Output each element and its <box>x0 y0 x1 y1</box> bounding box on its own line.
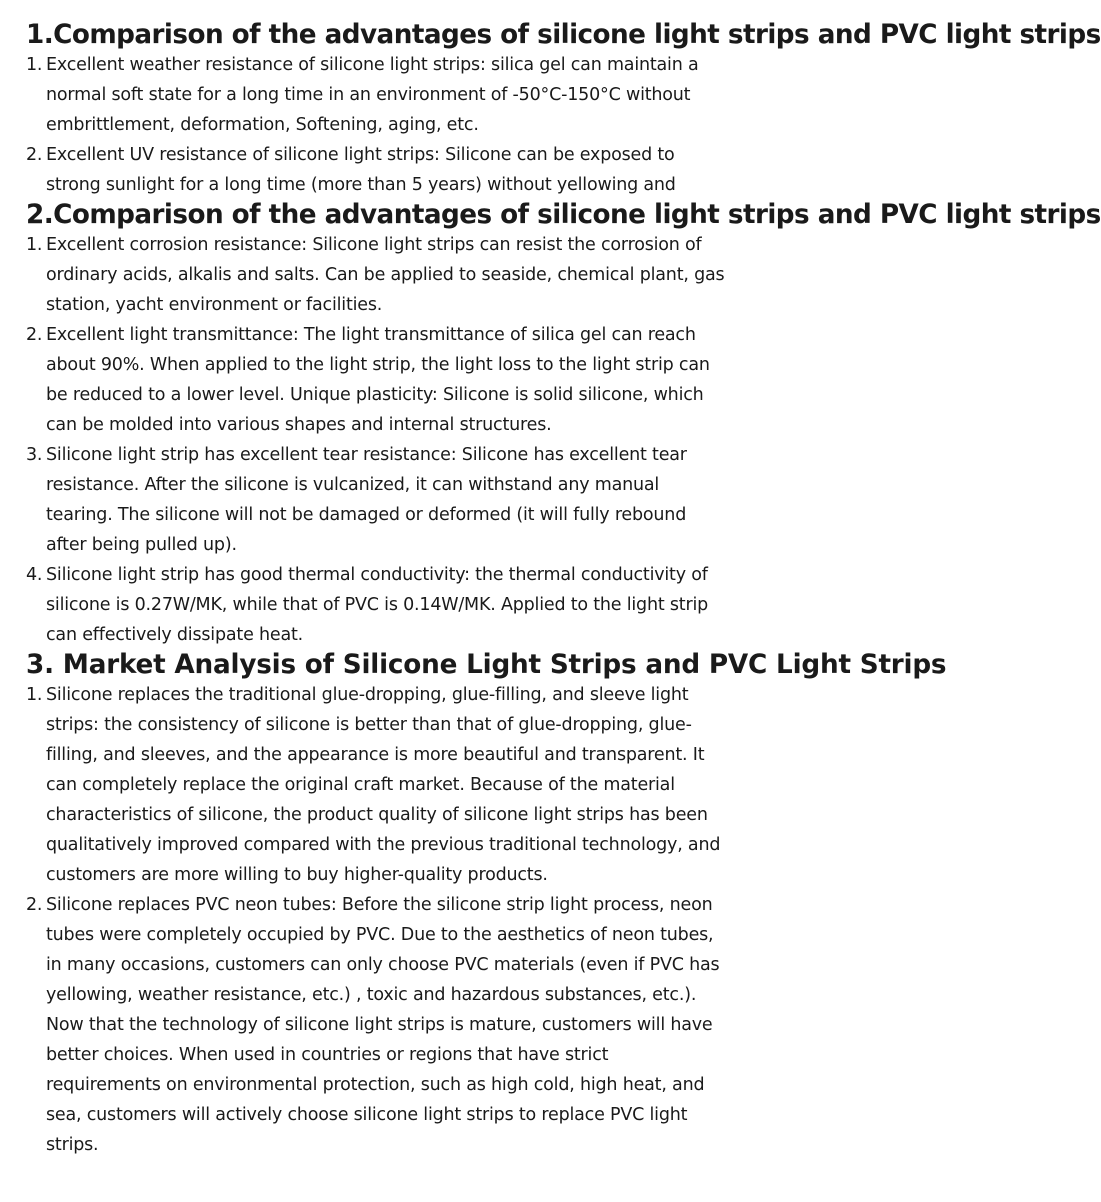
item-text: Excellent corrosion resistance: Silicone light strips can resist the corrosion of ordinary acids, alkalis and salts. Can be applied to seaside, chemical plant, gas station, yacht environment or facilities. <box>46 235 725 315</box>
list-item <box>26 50 726 140</box>
list-item <box>26 440 726 560</box>
numbered-list <box>26 50 726 200</box>
section-3 <box>26 650 947 1160</box>
item-text: Excellent UV resistance of silicone light strips: Silicone can be exposed to strong sunlight for a long time (more than 5 years) without yellowing and <box>46 145 676 195</box>
numbered-list <box>26 230 726 650</box>
item-text: Silicone light strip has good thermal conductivity: the thermal conductivity of silicone is 0.27W/MK, while that of PVC is 0.14W/MK. Applied to the light strip can effectively dissipate heat. <box>46 565 709 645</box>
item-number: 4. <box>26 565 43 585</box>
section-heading: 2.Comparison of the advantages of silicone light strips and PVC light strips <box>26 200 1101 230</box>
item-text: Silicone replaces the traditional glue-dropping, glue-filling, and sleeve light strips: the consistency of silicone is better than that of glue-dropping, glue-filling, and sleeves, and the appearance is more beautiful and transparent. It can completely replace the original craft market. Because of the material characteristics of silicone, the product quality of silicone light strips has been qualitatively improved compared with the previous traditional technology, and customers are more willing to buy higher-quality products. <box>46 685 721 885</box>
section-2 <box>26 200 1101 650</box>
item-number: 1. <box>26 55 43 75</box>
list-item <box>26 560 726 650</box>
item-text: Excellent light transmittance: The light transmittance of silica gel can reach about 90%. When applied to the light strip, the light loss to the light strip can be reduced to a lower level. Unique plasticity: Silicone is solid silicone, which can be molded into various shapes and internal structures. <box>46 325 710 435</box>
section-heading: 3. Market Analysis of Silicone Light Strips and PVC Light Strips <box>26 650 947 680</box>
numbered-list <box>26 680 726 1160</box>
section-1 <box>26 20 1101 200</box>
section-heading: 1.Comparison of the advantages of silicone light strips and PVC light strips <box>26 20 1101 50</box>
list-item <box>26 890 726 1160</box>
item-text: Excellent weather resistance of silicone light strips: silica gel can maintain a normal soft state for a long time in an environment of -50°C-150°C without embrittlement, deformation, Softening, aging, etc. <box>46 55 699 135</box>
list-item <box>26 320 726 440</box>
item-text: Silicone light strip has excellent tear resistance: Silicone has excellent tear resistance. After the silicone is vulcanized, it can withstand any manual tearing. The silicone will not be damaged or deformed (it will fully rebound after being pulled up). <box>46 445 687 555</box>
list-item <box>26 230 726 320</box>
item-text: Silicone replaces PVC neon tubes: Before the silicone strip light process, neon tubes were completely occupied by PVC. Due to the aesthetics of neon tubes, in many occasions, customers can only choose PVC materials (even if PVC has yellowing, weather resistance, etc.) , toxic and hazardous substances, etc.). Now that the technology of silicone light strips is mature, customers will have better choices. When used in countries or regions that have strict requirements on environmental protection, such as high cold, high heat, and sea, customers will actively choose silicone light strips to replace PVC light strips. <box>46 895 720 1155</box>
item-number: 3. <box>26 445 43 465</box>
item-number: 2. <box>26 145 43 165</box>
item-number: 2. <box>26 325 43 345</box>
item-number: 1. <box>26 235 43 255</box>
item-number: 1. <box>26 685 43 705</box>
item-number: 2. <box>26 895 43 915</box>
list-item <box>26 680 726 890</box>
list-item <box>26 140 726 200</box>
